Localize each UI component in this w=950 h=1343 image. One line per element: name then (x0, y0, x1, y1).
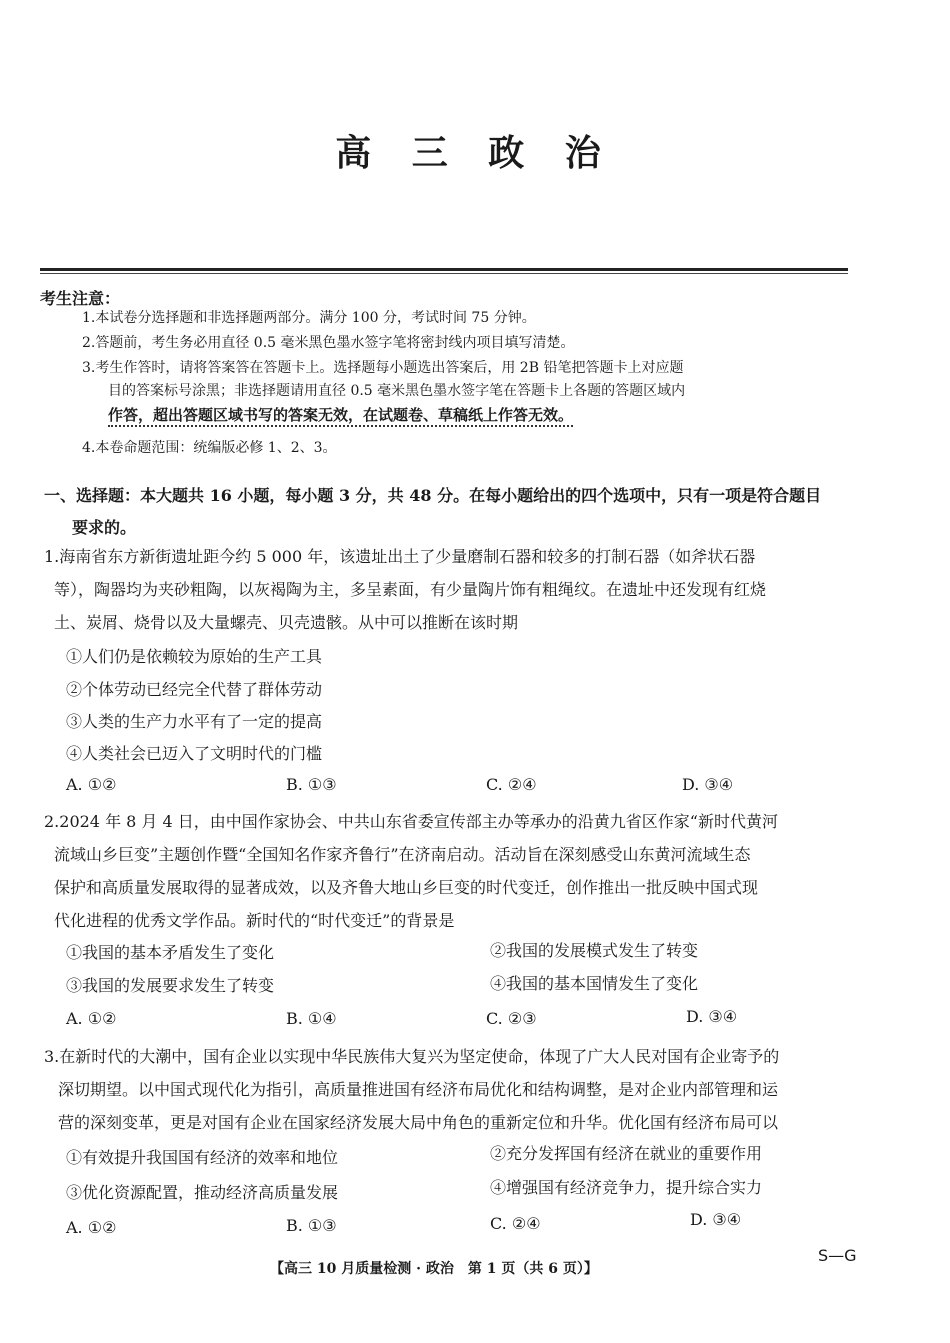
question-3-answer-b: B. ①③ (286, 1216, 337, 1235)
question-1-answer-b: B. ①③ (286, 775, 337, 794)
notice-item-4: 4.本卷命题范围：统编版必修 1、2、3。 (82, 440, 337, 456)
page-title: 高 三 政 治 (335, 132, 615, 174)
question-3-stem-line-1: 3.在新时代的大潮中，国有企业以实现中华民族伟大复兴为坚定使命，体现了广大人民对国有企业寄予的 (44, 1047, 780, 1066)
question-2-stem (44, 805, 864, 937)
header-rule-thick (40, 268, 848, 271)
question-2-stem-line-1: 2.2024 年 8 月 4 日，由中国作家协会、中共山东省委宣传部主办等承办的沿黄九省区作家“新时代黄河 (44, 812, 778, 831)
question-3-answer-a: A. ①② (66, 1218, 117, 1237)
question-1-answer-d: D. ③④ (682, 775, 734, 794)
question-3-answer-c: C. ②④ (490, 1214, 541, 1233)
section-heading (44, 480, 864, 544)
question-1-stem-line-1: 1.海南省东方新街遗址距今约 5 000 年，该遗址出土了少量磨制石器和较多的打制石器（如斧状石器 (44, 547, 756, 566)
question-3-option-4: ④增强国有经济竞争力，提升综合实力 (490, 1178, 763, 1197)
header-rule-thin (40, 273, 848, 274)
question-2-option-4: ④我国的基本国情发生了变化 (490, 974, 699, 993)
question-1-option-2: ②个体劳动已经完全代替了群体劳动 (66, 680, 323, 699)
question-3-option-2: ②充分发挥国有经济在就业的重要作用 (490, 1144, 763, 1163)
question-1-stem-line-3: 土、炭屑、烧骨以及大量螺壳、贝壳遗骸。从中可以推断在该时期 (54, 613, 519, 632)
question-1-stem (44, 540, 864, 639)
notice-item-3: 3.考生作答时，请将答案答在答题卡上。选择题每小题选出答案后，用 2B 铅笔把答题卡上对应题 (82, 360, 684, 376)
question-2-answer-c: C. ②③ (486, 1009, 537, 1028)
notice-item-1: 1.本试卷分选择题和非选择题两部分。满分 100 分，考试时间 75 分钟。 (82, 310, 536, 326)
question-2-answer-b: B. ①④ (286, 1009, 337, 1028)
question-1-option-1: ①人们仍是依赖较为原始的生产工具 (66, 647, 323, 666)
question-2-option-1: ①我国的基本矛盾发生了变化 (66, 943, 275, 962)
notice-item-3-cont: 目的答案标号涂黑；非选择题请用直径 0.5 毫米黑色墨水签字笔在答题卡上各题的答题区域内 (108, 383, 686, 399)
page-code: S—G (818, 1246, 857, 1265)
question-3-answer-d: D. ③④ (690, 1210, 742, 1229)
question-1-answer-a: A. ①② (66, 775, 117, 794)
question-2-answer-a: A. ①② (66, 1009, 117, 1028)
question-2-option-3: ③我国的发展要求发生了转变 (66, 976, 275, 995)
question-3-option-3: ③优化资源配置，推动经济高质量发展 (66, 1183, 339, 1202)
notice-item-3-emphasis-wrap (108, 404, 858, 427)
question-3-option-1: ①有效提升我国国有经济的效率和地位 (66, 1148, 339, 1167)
question-1-option-3: ③人类的生产力水平有了一定的提高 (66, 712, 323, 731)
question-1-answer-c: C. ②④ (486, 775, 537, 794)
question-1-option-4: ④人类社会已迈入了文明时代的门槛 (66, 744, 323, 763)
question-2-stem-line-4: 代化进程的优秀文学作品。新时代的“时代变迁”的背景是 (54, 911, 455, 930)
question-2-stem-line-3: 保护和高质量发展取得的显著成效，以及齐鲁大地山乡巨变的时代变迁，创作推出一批反映中国式现 (54, 878, 759, 897)
section-line-2: 要求的。 (72, 518, 137, 537)
section-line-1: 一、选择题：本大题共 16 小题，每小题 3 分，共 48 分。在每小题给出的四个选项中，只有一项是符合题目 (44, 486, 822, 505)
question-3-stem (44, 1040, 864, 1139)
notice-item-3-emphasis: 作答，超出答题区域书写的答案无效，在试题卷、草稿纸上作答无效。 (108, 406, 573, 427)
question-3-stem-line-3: 营的深刻变革，更是对国有企业在国家经济发展大局中角色的重新定位和升华。优化国有经济布局可以 (58, 1113, 779, 1132)
question-2-stem-line-2: 流域山乡巨变”主题创作暨“全国知名作家齐鲁行”在济南启动。活动旨在深刻感受山东黄河流域生态 (54, 845, 751, 864)
notice-item-2: 2.答题前，考生务必用直径 0.5 毫米黑色墨水签字笔将密封线内项目填写清楚。 (82, 335, 575, 351)
question-1-stem-line-2: 等），陶器均为夹砂粗陶，以灰褐陶为主，多呈素面，有少量陶片饰有粗绳纹。在遗址中还发现有红烧 (54, 580, 767, 599)
question-2-option-2: ②我国的发展模式发生了转变 (490, 941, 699, 960)
notice-heading: 考生注意： (40, 289, 121, 308)
question-3-stem-line-2: 深切期望。以中国式现代化为指引，高质量推进国有经济布局优化和结构调整，是对企业内部管理和运 (58, 1080, 779, 1099)
page-footer: 【高三 10 月质量检测 · 政治 第 1 页（共 6 页）】 (270, 1261, 598, 1277)
question-2-answer-d: D. ③④ (686, 1007, 738, 1026)
